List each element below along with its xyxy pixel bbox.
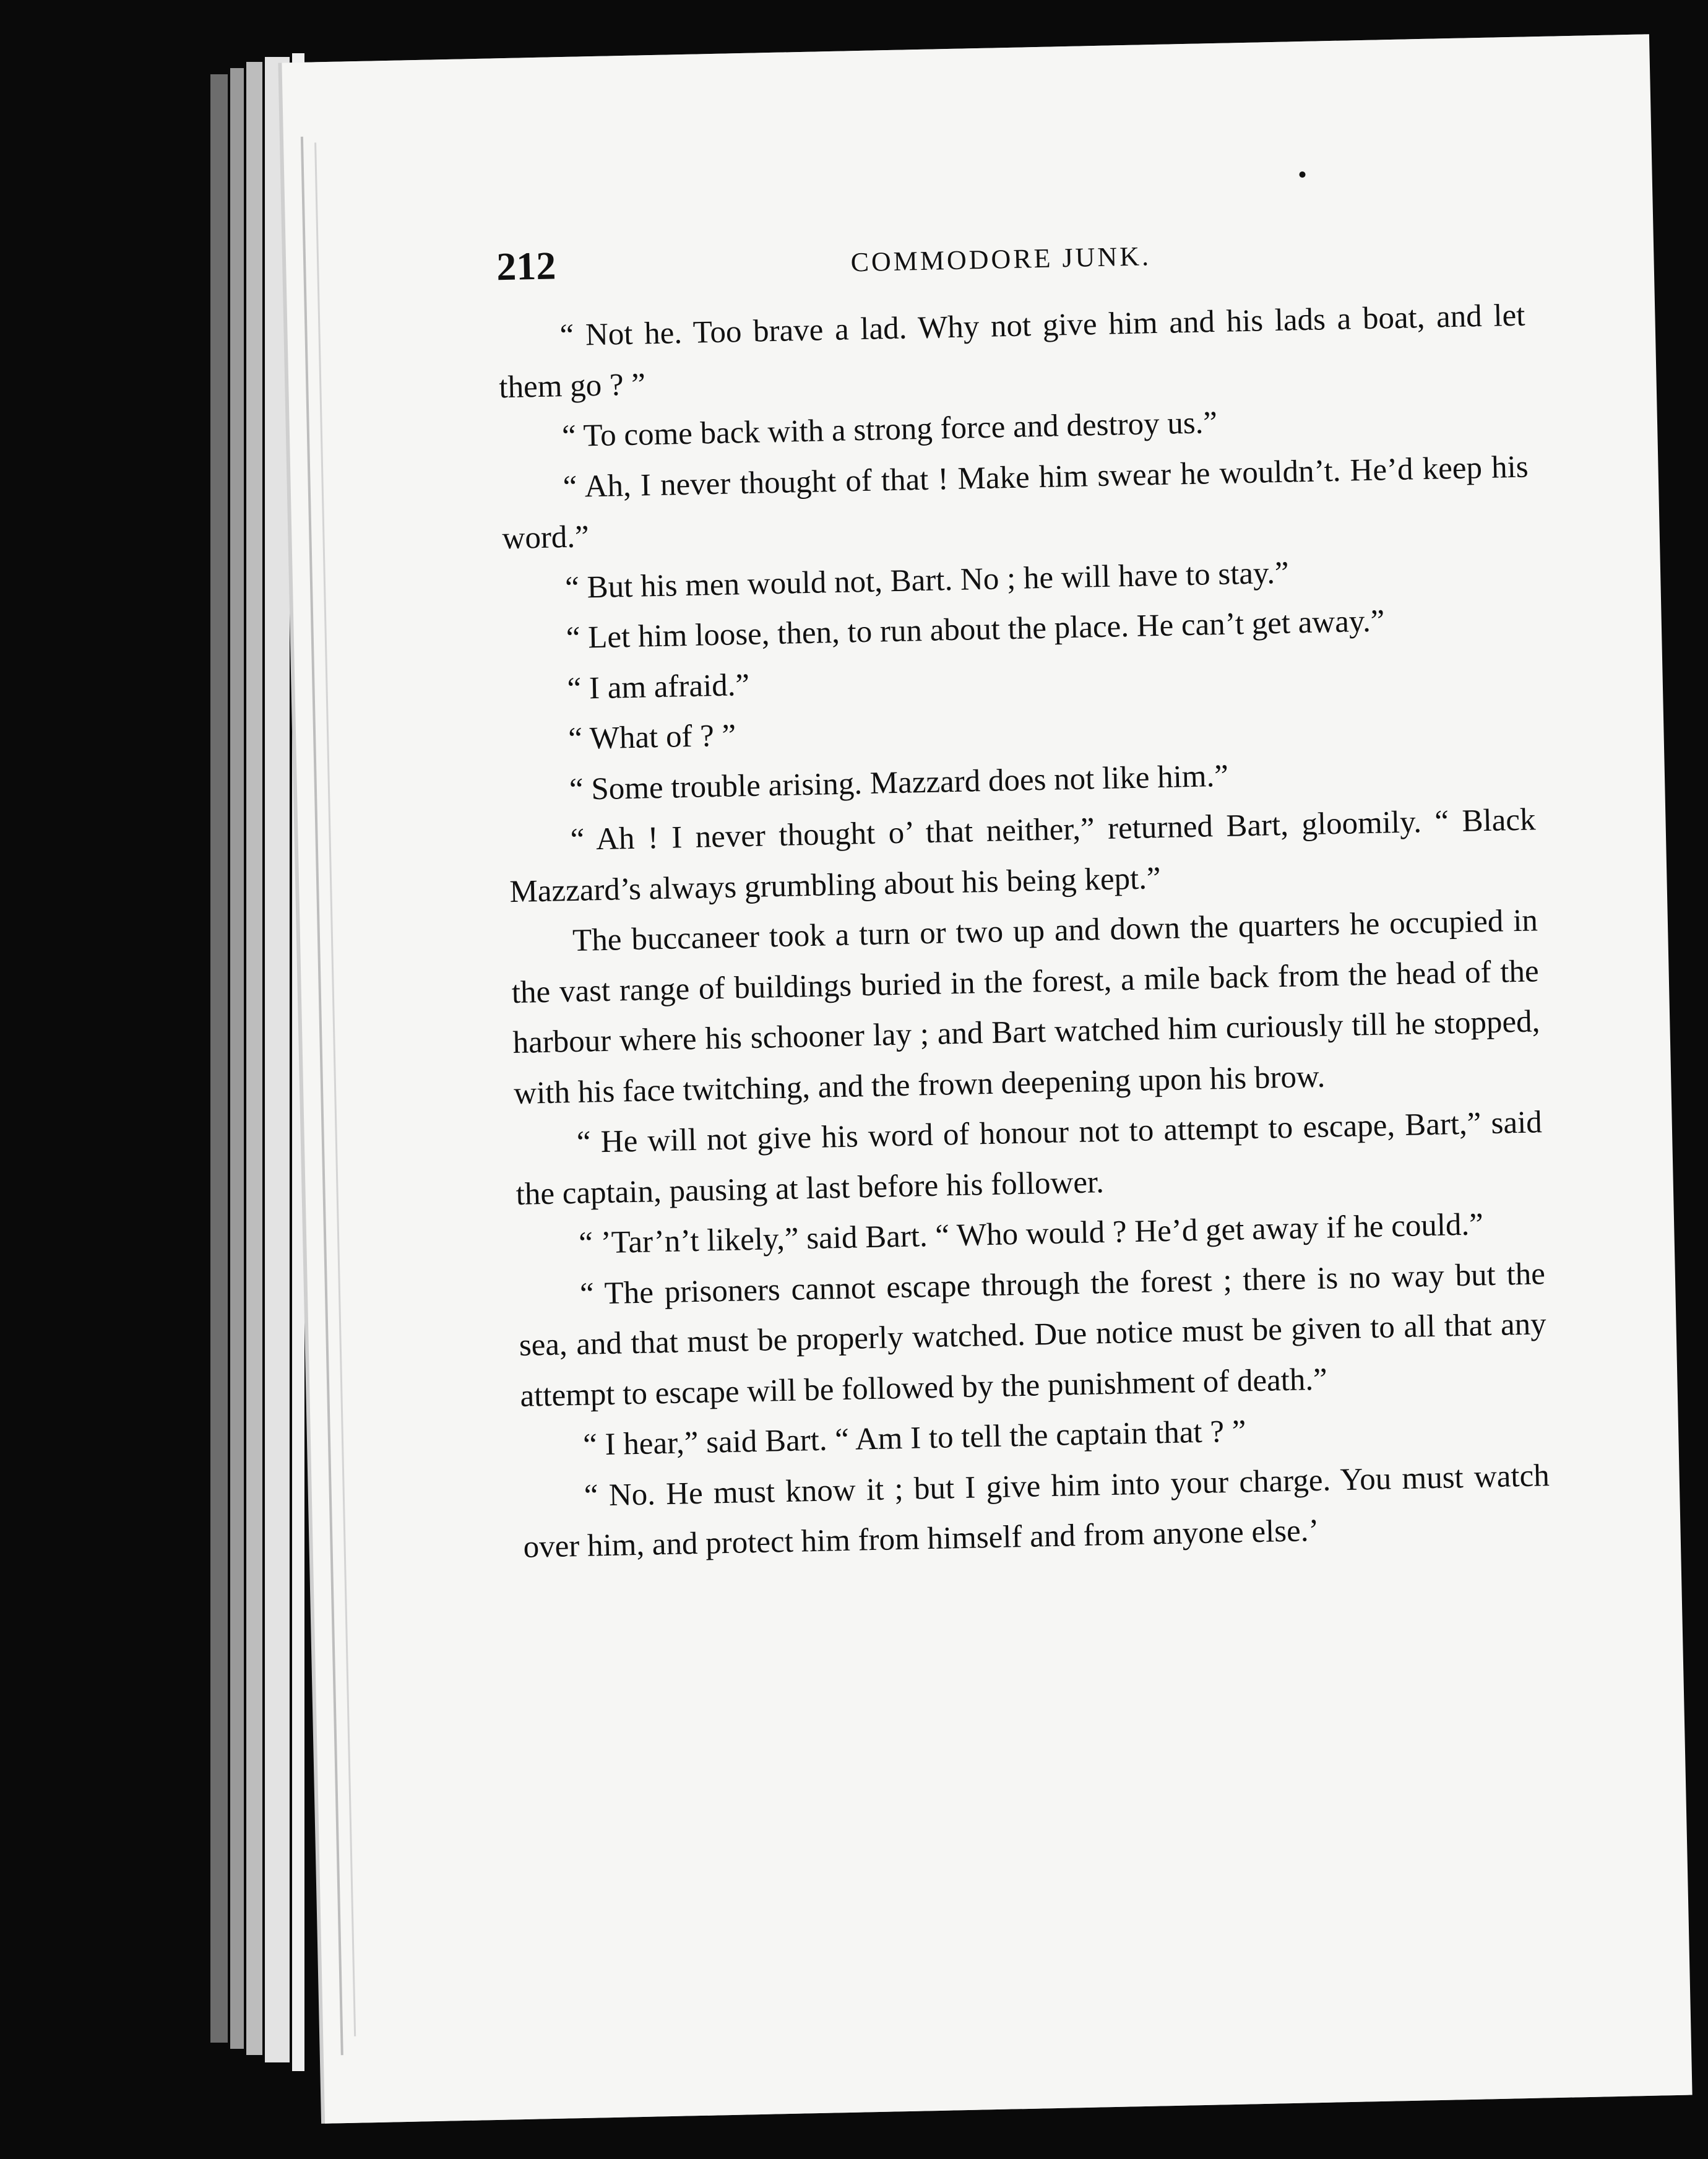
paragraph: “ Let him loose, then, to run about the place. He can’t get away.”	[566, 604, 1385, 656]
page-edge	[230, 68, 244, 2049]
paragraph: The buccaneer took a turn or two up and down the quarters he occupied in the vast range of buildings buried in the forest, a mile back from the head of the harbour where his schooner lay ; and Bart watched him curiously till he stopped, with his face twitching, and the frown deepening upon his brow.	[511, 903, 1540, 1111]
running-head: COMMODORE JUNK.	[850, 241, 1152, 278]
paragraph: “ I am afraid.”	[567, 667, 750, 706]
paragraph: “ I hear,” said Bart. “ Am I to tell the captain that ? ”	[582, 1414, 1246, 1463]
paragraph: “ Ah, I never thought of that ! Make him swear he wouldn’t. He’d keep his word.”	[501, 449, 1529, 556]
paragraph: “ ’Tar’n’t likely,” said Bart. “ Who would ? He’d get away if he could.”	[578, 1207, 1484, 1261]
paragraph: “ To come back with a strong force and destroy us.”	[561, 405, 1218, 454]
page-edge	[246, 62, 262, 2055]
paragraph: “ But his men would not, Bart. No ; he will have to stay.”	[564, 555, 1290, 605]
page-header	[496, 223, 1506, 300]
page-edge	[265, 57, 290, 2062]
page-number: 212	[496, 243, 557, 289]
page-edge	[210, 74, 228, 2043]
paragraph: “ Not he. Too brave a lad. Why not give him and his lads a boat, and let them go ? ”	[498, 298, 1525, 405]
speck	[1299, 171, 1305, 178]
paragraph: “ Ah ! I never thought o’ that neither,” returned Bart, gloomily. “ Black Mazzard’s always grumbling about his being kept.”	[509, 802, 1537, 909]
paragraph: “ The prisoners cannot escape through the forest ; there is no way but the sea, and that must be properly watched. Due notice must be given to all that any attempt to escape will be followed by the punishment of death.”	[519, 1256, 1547, 1414]
paragraph: “ No. He must know it ; but I give him into your charge. You must watch over him, and protect him from himself and from anyone else.’	[523, 1458, 1550, 1565]
paragraph: “ Some trouble arising. Mazzard does not like him.”	[569, 758, 1229, 807]
book-page	[282, 34, 1692, 2124]
paragraph: “ What of ? ”	[567, 718, 736, 757]
paragraph: “ He will not give his word of honour not to attempt to escape, Bart,” said the captain, pausing at last before his follower.	[515, 1105, 1543, 1212]
body-text	[498, 291, 1551, 1573]
